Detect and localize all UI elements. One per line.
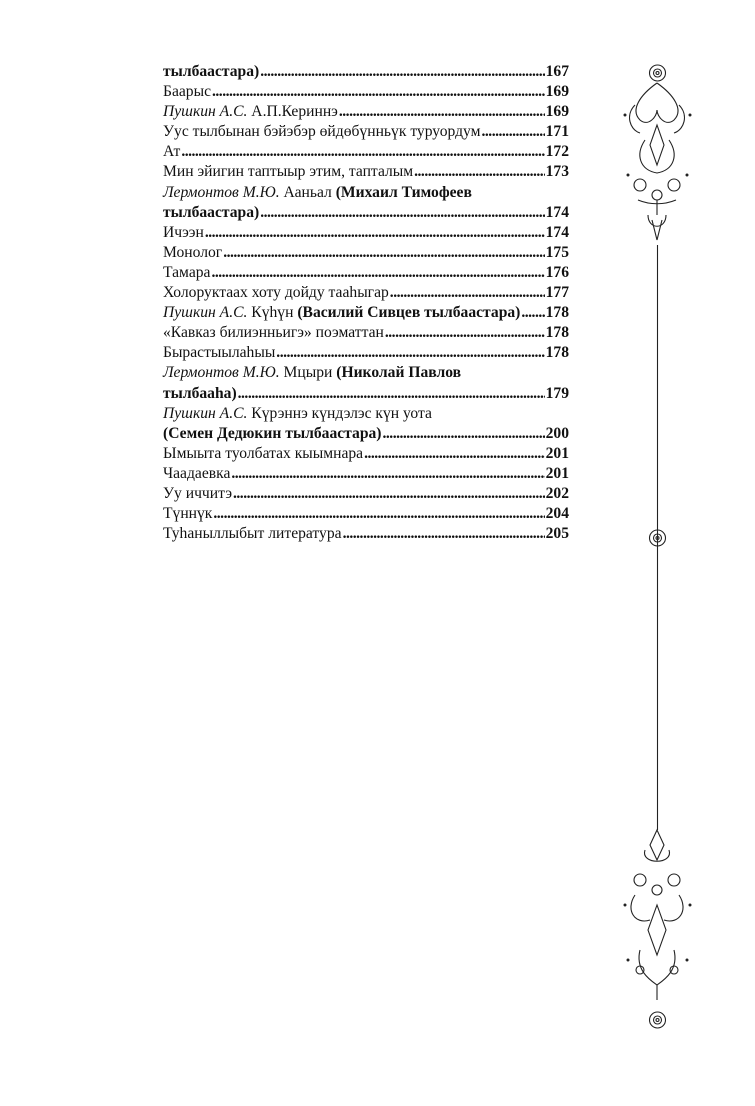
title-text: тылбааһа) [163,384,237,402]
toc-entry [163,102,569,122]
toc-entry-title [163,162,413,182]
toc-entry-title [163,62,259,82]
toc-entry-title [163,343,275,363]
title-text: (Василий Сивцев тылбаастара) [297,304,521,322]
dot-leader [238,384,545,404]
page-number: 167 [545,63,569,80]
title-text: Уус тылбынан бэйэбэр өйдөбүнньүк туруордум [163,123,481,141]
toc-entry-title [163,122,481,142]
toc-entry-title [163,303,520,323]
page-number: 178 [545,324,569,342]
page-number: 174 [545,203,569,221]
dot-leader [339,102,545,122]
toc-entry [163,243,569,263]
author-name: Пушкин А.С. [163,404,248,422]
author-name: Пушкин А.С. [163,103,248,121]
author-name: Лермонтов М.Ю. [163,183,280,201]
toc-entry-title [163,404,432,424]
toc-entry-title [163,142,180,162]
title-text: (Николай Павлов [336,364,462,382]
toc-entry-title [163,263,210,283]
dot-leader [521,303,544,323]
toc-entry [163,183,569,203]
page-number: 200 [545,424,569,442]
title-text: Күһүн [247,304,298,322]
toc-entry-title [163,82,211,102]
title-text: А.П.Кериннэ [247,103,338,121]
toc-entry-title [163,464,230,484]
dot-leader [383,424,545,444]
toc-entry-title [163,102,338,122]
toc-entry-title [163,223,204,243]
title-text: Тамара [163,263,211,281]
page-number: 169 [545,103,569,121]
toc-entry [163,424,569,444]
toc-entry [163,82,569,102]
page-number: 204 [545,505,569,523]
page-number: 201 [545,464,569,482]
toc-entry-title [163,384,237,404]
title-text: Туһаныллыбыт литература [163,525,342,543]
page-number: 174 [545,223,569,241]
dot-leader [390,283,545,303]
dot-leader [364,444,545,464]
dot-leader [223,243,544,263]
toc-entry [163,464,569,484]
dot-leader [231,464,544,484]
page-number: 179 [545,384,569,402]
title-text: Мцыри [279,364,337,382]
dot-leader [181,142,544,162]
title-text: «Кавказ билиэнньигэ» поэматтан [163,324,384,342]
toc-entry [163,524,569,544]
dot-leader [260,203,544,223]
title-text: Монолог [163,243,223,261]
page-number: 171 [545,123,569,141]
page-number: 173 [545,163,569,181]
toc-entry [163,384,569,404]
author-name: Лермонтов М.Ю. [163,364,280,382]
title-text: Мин эйигин таптыыр этим, тапталым [163,163,414,181]
toc-entry-title [163,323,384,343]
dot-leader [211,263,544,283]
toc-entry [163,363,569,383]
title-text: Чаадаевка [163,464,231,482]
title-text: Бырастыылаһыы [163,344,276,362]
title-text: Ааньал [279,183,336,201]
title-text: Түннүк [163,505,213,523]
toc-entry [163,62,569,82]
title-text: (Семен Дедюкин тылбаастара) [163,424,382,442]
toc-entry-title [163,243,222,263]
dot-leader [233,484,545,504]
dot-leader [343,524,545,544]
page-number: 178 [545,304,569,322]
page-number: 176 [545,263,569,281]
table-of-contents [163,62,569,544]
toc-entry [163,444,569,464]
title-text: тылбаастара) [163,203,260,221]
page-number: 202 [545,484,569,502]
title-text: (Михаил Тимофеев [335,183,472,201]
toc-entry [163,283,569,303]
title-text: Уу иччитэ [163,484,233,502]
page-number: 201 [545,444,569,462]
title-text: Ымыыта туолбатах кыымнара [163,444,364,462]
title-text: Күрэннэ күндэлэс күн уота [247,404,432,422]
toc-entry-title [163,424,382,444]
page-number: 172 [545,143,569,161]
toc-entry-title [163,504,212,524]
toc-entry-title [163,484,232,504]
title-text: Баарыс [163,83,211,101]
dot-leader [414,162,544,182]
title-text: Холоруктаах хоту дойду тааһыгар [163,284,389,302]
toc-entry [163,162,569,182]
dot-leader [385,323,545,343]
toc-entry [163,323,569,343]
page-number: 175 [545,243,569,261]
author-name: Пушкин А.С. [163,304,248,322]
dot-leader [213,504,544,524]
toc-entry-title [163,444,363,464]
toc-entry-title [163,524,342,544]
toc-entry [163,303,569,323]
toc-entry-title [163,283,389,303]
toc-entry-title [163,363,461,383]
page-number: 177 [545,284,569,302]
toc-entry [163,343,569,363]
toc-entry [163,203,569,223]
toc-entry [163,263,569,283]
dot-leader [482,122,545,142]
title-text: Ат [163,143,181,161]
toc-entry-title [163,203,259,223]
toc-entry [163,504,569,524]
decorative-vertical-ornament [610,55,705,1055]
toc-entry [163,404,569,424]
dot-leader [212,82,545,102]
page-number: 169 [545,83,569,101]
dot-leader [260,62,544,82]
toc-entry [163,484,569,504]
toc-entry [163,223,569,243]
title-text: тылбаастара) [163,63,260,80]
title-text: Ичээн [163,223,204,241]
dot-leader [205,223,545,243]
toc-entry [163,122,569,142]
toc-entry [163,142,569,162]
page-number: 178 [545,344,569,362]
page-number: 205 [545,525,569,543]
toc-entry-title [163,183,472,203]
dot-leader [276,343,544,363]
